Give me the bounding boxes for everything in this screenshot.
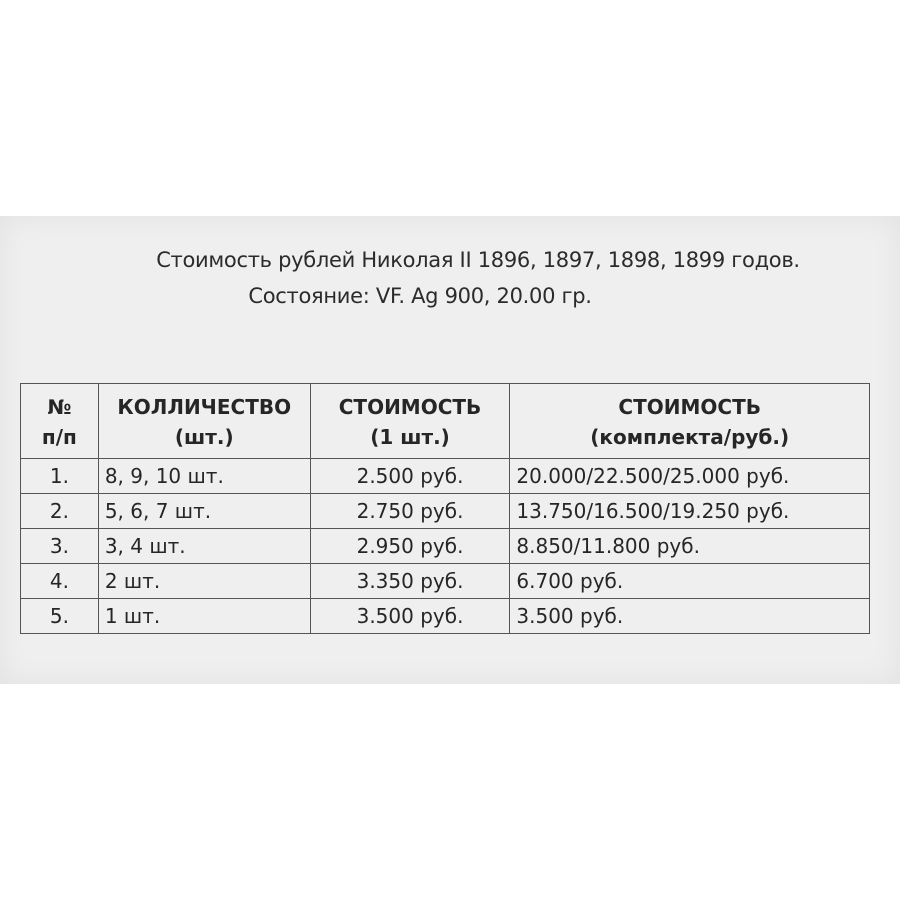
header-unit-price — [310, 384, 510, 459]
header-unit-price-label: СТОИМОСТЬ — [338, 395, 482, 419]
table-row — [21, 494, 870, 529]
header-unit-price-sublabel: (1 шт.) — [370, 425, 450, 449]
row-number: 2. — [21, 494, 99, 529]
row-quantity: 3, 4 шт. — [98, 529, 310, 564]
document-title: Стоимость рублей Николая II 1896, 1897, 1898, 1899 годов. — [156, 248, 800, 272]
table-row — [21, 459, 870, 494]
table-header-row — [21, 384, 870, 459]
header-set-price-label: СТОИМОСТЬ — [618, 395, 761, 419]
row-number: 4. — [21, 564, 99, 599]
row-quantity: 5, 6, 7 шт. — [98, 494, 310, 529]
row-quantity: 8, 9, 10 шт. — [98, 459, 310, 494]
row-quantity: 2 шт. — [98, 564, 310, 599]
row-unit-price: 2.500 руб. — [310, 459, 510, 494]
row-unit-price: 2.950 руб. — [310, 529, 510, 564]
table-row — [21, 564, 870, 599]
row-unit-price: 2.750 руб. — [310, 494, 510, 529]
header-set-price — [510, 384, 870, 459]
header-number — [21, 384, 99, 459]
row-set-price: 8.850/11.800 руб. — [510, 529, 870, 564]
row-unit-price: 3.350 руб. — [310, 564, 510, 599]
header-set-price-sublabel: (комплекта/руб.) — [590, 425, 790, 449]
table-row — [21, 529, 870, 564]
row-number: 3. — [21, 529, 99, 564]
table-row — [21, 599, 870, 634]
header-number-label: № — [47, 395, 72, 419]
row-unit-price: 3.500 руб. — [310, 599, 510, 634]
row-set-price: 13.750/16.500/19.250 руб. — [510, 494, 870, 529]
document-subtitle: Состояние: VF. Ag 900, 20.00 гр. — [248, 284, 592, 308]
row-quantity: 1 шт. — [98, 599, 310, 634]
header-quantity-label: КОЛЛИЧЕСТВО — [117, 395, 292, 419]
row-set-price: 6.700 руб. — [510, 564, 870, 599]
header-number-sublabel: п/п — [41, 425, 77, 449]
row-set-price: 3.500 руб. — [510, 599, 870, 634]
header-quantity-sublabel: (шт.) — [174, 425, 234, 449]
row-set-price: 20.000/22.500/25.000 руб. — [510, 459, 870, 494]
header-quantity — [98, 384, 310, 459]
price-table — [20, 383, 870, 634]
row-number: 1. — [21, 459, 99, 494]
paper-sheet — [0, 216, 900, 684]
row-number: 5. — [21, 599, 99, 634]
